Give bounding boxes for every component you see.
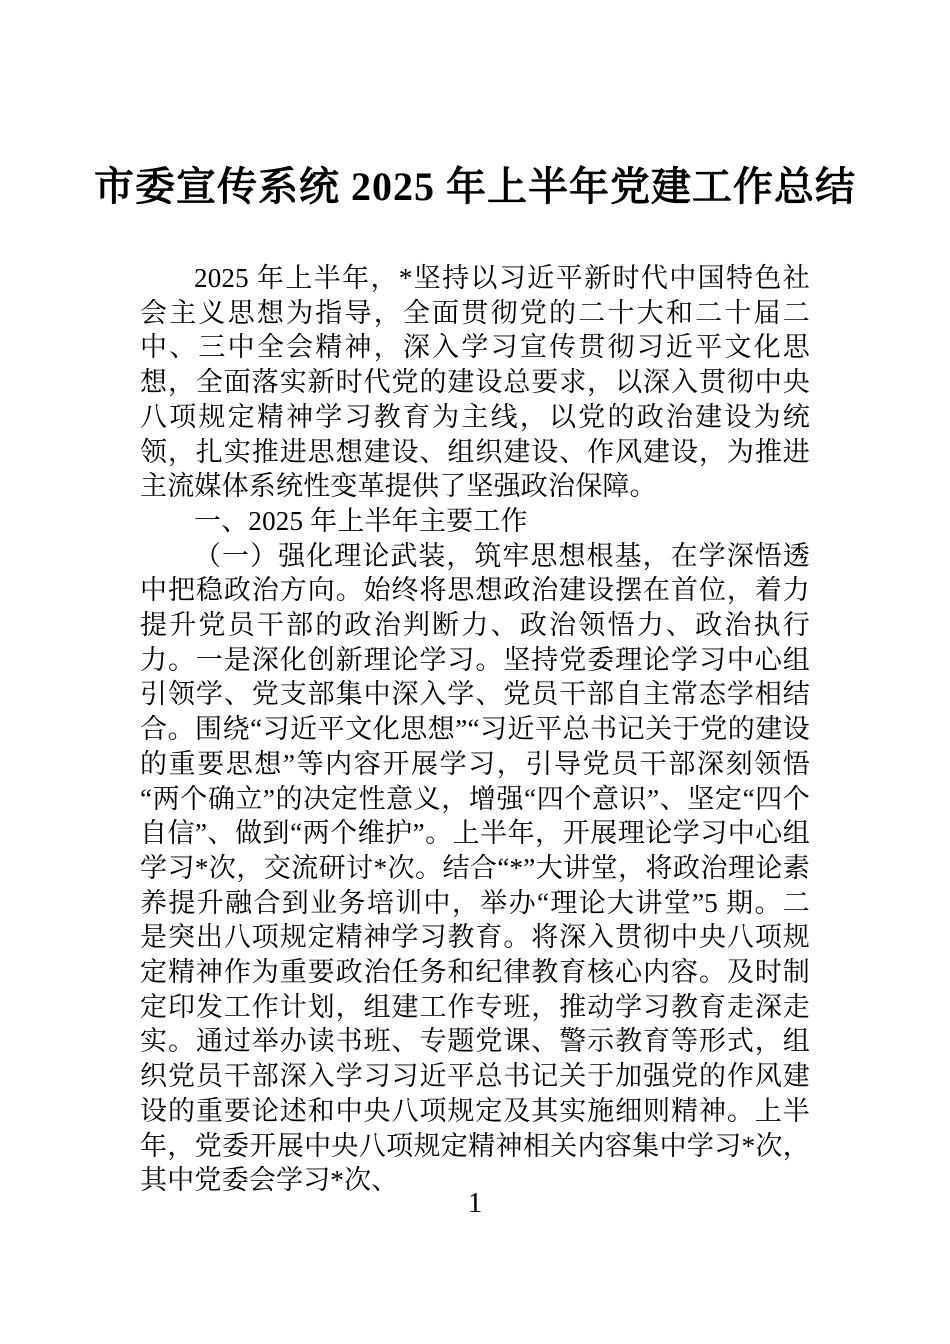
document-body [140, 261, 810, 1198]
section-heading-1: 一、2025 年上半年主要工作 [194, 505, 528, 536]
paragraph-intro: 2025 年上半年，*坚持以习近平新时代中国特色社会主义思想为指导，全面贯彻党的二十大和二十届二中、三中全会精神，深入学习宣传贯彻习近平文化思想，全面落实新时代党的建设总要求，以深入贯彻中央八项规定精神学习教育为主线，以党的政治建设为统领，扎实推进思想建设、组织建设、作风建设，为推进主流媒体系统性变革提供了坚强政治保障。 [140, 263, 810, 502]
document-title: 市委宣传系统 2025 年上半年党建工作总结 [94, 164, 856, 209]
page-number: 1 [467, 1187, 483, 1219]
paragraph-section-1-1: （一）强化理论武装，筑牢思想根基，在学深悟透中把稳政治方向。始终将思想政治建设摆在首位，着力提升党员干部的政治判断力、政治领悟力、政治执行力。一是深化创新理论学习。坚持党委理论学习中心组引领学、党支部集中深入学、党员干部自主常态学相结合。围绕“习近平文化思想”“习近平总书记关于党的建设的重要思想”等内容开展学习，引导党员干部深刻领悟“两个确立”的决定性意义，增强“四个意识”、坚定“四个自信”、做到“两个维护”。上半年，开展理论学习中心组学习*次，交流研讨*次。结合“*”大讲堂，将政治理论素养提升融合到业务培训中，举办“理论大讲堂”5 期。二是突出八项规定精神学习教育。将深入贯彻中央八项规定精神作为重要政治任务和纪律教育核心内容。及时制定印发工作计划，组建工作专班，推动学习教育走深走实。通过举办读书班、专题党课、警示教育等形式，组织党员干部深入学习习近平总书记关于加强党的作风建设的重要论述和中央八项规定及其实施细则精神。上半年，党委开展中央八项规定精神相关内容集中学习*次，其中党委会学习*次、 [140, 540, 810, 1196]
